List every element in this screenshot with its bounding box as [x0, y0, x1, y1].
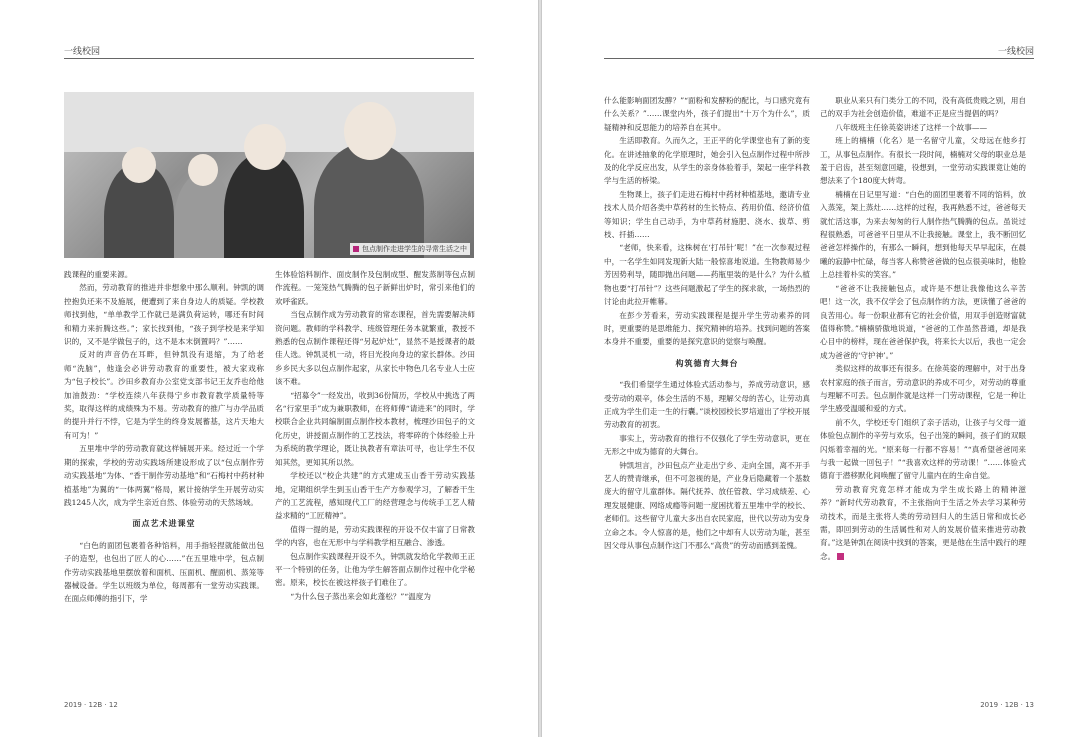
paragraph: “白色的面团包裹着各种馅料，用手指轻捏就能做出包子的造型，也包出了匠人的心……”在五里堆中学，包点制作劳动实践基地里摆放着和面机、压面机、醒面机、蒸笼等器械设备。学生以班级为单位，每周都有一堂劳动实践课。在面点师傅的指引下，学 [64, 540, 264, 604]
paragraph: 前不久，学校还专门组织了亲子活动，让孩子与父母一道体验包点制作的辛劳与欢乐，包子出笼的瞬间，孩子们的双眼闪烁着幸福的光。“原来每一行都不容易！”“真希望爸爸同来与我一起做一回包子！”“我喜欢这样的劳动课！”……体验式德育于潜移默化间唤醒了留守儿童内在的生命自觉。 [820, 417, 1026, 481]
paragraph: “爸爸不让我接触包点，或许是不想让我像他这么辛苦吧！这一次，我不仅学会了包点制作的方法，更读懂了爸爸的良苦用心。每一份职业都有它的社会价值，用双手创造财富就值得称赞。”楠楠骄傲地说道，“爸爸的工作虽然普通，却是我心目中的榜样，现在爸爸保护我，将来长大以后，我也一定会成为爸爸的‘守护神’。” [820, 283, 1026, 360]
right-page [542, 0, 1080, 737]
header-rule [64, 58, 474, 59]
section-heading: 面点艺术进课堂 [132, 519, 196, 529]
paragraph: 践课程的重要来源。 [64, 270, 133, 279]
paragraph: “老师，快来看，这株树在‘打吊针’呢！”在一次参观过程中，一名学生如同发现新大陆一般惊喜地说道。生物教师易少芳因势利导，随即抛出问题——药瓶里装的是什么？为什么植物也要“打吊针”？这些问题激起了学生的探求欲，一场热烈的讨论由此拉开帷幕。 [604, 243, 810, 307]
paragraph: 类似这样的故事还有很多。在徐英姿的理解中，对于出身农村家庭的孩子而言，劳动意识的养成不可少，对劳动的尊重与理解不可丢。包点制作就是这样一门劳动课程，它是一种让学生感受温暖和爱的方式。 [820, 364, 1026, 414]
paragraph: 什么能影响面团发酵？”“面粉和发酵粉的配比，与口感究竟有什么关系？”……课堂内外，孩子们提出“十万个为什么”，质疑精神和反思能力的培养自在其中。 [604, 96, 810, 132]
left-column-1 [64, 268, 264, 693]
header-rule [604, 58, 1034, 59]
paragraph: 值得一提的是，劳动实践课程的开设不仅丰富了日常教学的内容，也在无形中与学科教学相互融合、渗透。 [275, 524, 475, 548]
paragraph: 然而，劳动教育的推进并非想象中那么顺利。钟凯的调控抱负还来不及施展，便遭到了来自身边人的质疑。学校教师找到他，“单单教学工作就已是满负荷运转，哪还有时间和精力来折腾这些。”；家长找到他，“孩子到学校是来学知识的，又不是学做包子的，这不是本末倒置吗？”…… [64, 283, 264, 347]
paragraph: 包点制作实践课程开设不久，钟凯就发给化学教师王正平一个特别的任务，让他为学生解答面点制作过程中化学秘密。原来，校长在被这样孩子们难住了。 [275, 551, 475, 588]
paragraph: 五里堆中学的劳动教育就这样铺展开来。经过近一个学期的探索，学校的劳动实践场所建设形成了以“包点制作劳动实践基地”为体、“香干制作劳动基地”和“石梅村中药材种植基地”为翼的“一体两翼”格局，累计接纳学生开展劳动实践1245人次，成为学生亲近自然、体验劳动的天然场域。 [64, 444, 264, 507]
article-photo [64, 92, 474, 258]
running-head: 一线校园 [997, 47, 1034, 57]
paragraph: 当包点制作成为劳动教育的常态课程，首先需要解决师资问题。教师的学科教学、班级管理任务本就繁重，教授不熟悉的包点制作课程还得“另起炉灶”，显然不是授课者的最佳人选。钟凯灵机一动，将目光投向身边的家长群体。沙田乡乡民大多以包点制作起家，从家长中物色几名专业人士应该不难。 [275, 310, 475, 387]
paragraph: 在彭少芳看来，劳动实践课程是提升学生劳动素养的同时，更重要的是思维能力、探究精神的培养。找到问题的答案本身并不重要，重要的是探究意识的觉察与唤醒。 [604, 310, 810, 347]
paragraph: 劳动教育究竟怎样才能成为学生成长路上的精神滋养？“新时代劳动教育，不主张指向于生活之外去学习某种劳动技术，而是主张将人类的劳动回归人的生活日常和成长必需，即回到劳动的生活属性和对人的发展价值来推进劳动教育。”这是钟凯在阅读中找到的答案，更是他在生活中践行的理念。 [820, 484, 1026, 561]
paragraph: 事实上，劳动教育的推行不仅强化了学生劳动意识，更在无形之中成为德育的大舞台。 [604, 433, 810, 457]
paragraph: “为什么包子蒸出来会如此蓬松？”“温度为 [290, 591, 431, 601]
running-head: 一线校园 [64, 47, 101, 57]
paragraph: 生体验馅料制作、面皮制作及包制成型、醒发蒸制等包点制作流程。一笼笼热气腾腾的包子新鲜出炉时，常引来他们的欢呼雀跃。 [275, 270, 475, 306]
photo-caption: 包点制作走进学生的寻常生活之中 [350, 243, 470, 255]
page-folio: 2019 · 12B · 12 [64, 701, 118, 709]
right-column-2 [820, 94, 1026, 694]
left-column-2 [275, 268, 475, 693]
paragraph: 学校还以“校企共建”的方式建成玉山香干劳动实践基地，定期组织学生到玉山香干生产方参观学习，了解香干生产的工艺流程，感知现代工厂的经营理念与传统手工艺人精益求精的“工匠精神”。 [275, 471, 475, 521]
paragraph: 生活即教育。久而久之，王正平的化学课堂也有了新的变化。在讲述抽象的化学原理时，她会引入包点制作过程中所涉及的化学反应出发，从学生的亲身体验着手，架起一座学科教学与生活的桥梁。 [604, 136, 810, 186]
paragraph: 生物课上，孩子们走进石梅村中药材种植基地，邀请专业技术人员介绍各类中草药材的生长特点、药用价值、经济价值等知识；学生自己动手，为中草药材施肥、浇水、拔草、剪枝、扦插…… [604, 189, 810, 240]
section-heading: 构筑德育大舞台 [675, 358, 739, 368]
paragraph: 楠楠在日记里写道：“白色的面团里裹着不同的馅料，放入蒸笼，架上蒸灶……这样的过程，我再熟悉不过，爸爸每天就忙活这事，为来去匆匆的行人制作热气腾腾的包点。虽说过程很熟悉，可爸爸平日里从不让我接触。课堂上，我不断回忆爸爸怎样操作的，有那么一瞬间，想到他每天早早起床，在晨曦的寂静中忙碌，每当客人称赞爸爸做的包点很美味时，他脸上总挂着朴实的笑容。” [820, 189, 1026, 280]
paragraph: “我们希望学生通过体验式活动参与，养成劳动意识，感受劳动的艰辛，体会生活的不易，理解父母的苦心，让劳动真正成为学生们走一生的行囊。”谈校园校长罗培道出了学校开展劳动教育的初衷。 [604, 380, 810, 430]
paragraph: “招募令”一经发出，收到36份简历，学校从中挑选了两名“行家里手”成为兼职教师，在将师傅“请进来”的同时，学校联合企业共同编制面点制作校本教材，梳理沙田包子的文化历史，讲授面点制作的工艺技法，将零碎的个体经验上升为系统的教学理论，既让执教者有章法可寻，也让学生不仅知其然，更知其所以然。 [275, 390, 475, 467]
paragraph: 反对的声音仍在耳畔，但钟凯没有退缩，为了给老师“洗脑”，他逢会必讲劳动教育的重要性，被大家戏称为“包子校长”。沙田乡教育办公室党支部书记王友乔也给他加油鼓劲：“学校连续八年获得宁乡市教育教学质量特等奖，取得这样的成绩殊为不易。劳动教育的推广与办学品质的提升并行不悖，它是为学生的终身发展蓄基，这片天地大有可为！” [64, 350, 264, 440]
paragraph: 钟凯坦言，沙田包点产业走出宁乡、走向全国，离不开手艺人的赞青继承，但不可忽视的是，产业身后隐藏着一个基数庞大的留守儿童群体。隔代抚养、放任管教、学习成绩差、心理发展健康、网络成瘾等问题一度困扰着五里堆中学的校长、老师们。这些留守儿童大多出自农民家庭，世代以劳动为安身立命之本。令人惊喜的是，他们之中却有人以劳动为耻，甚至因父母从事包点制作这门不那么“高贵”的劳动而感到羞愧。 [604, 460, 810, 550]
paragraph: 班上的楠楠（化名）是一名留守儿童，父母远在他乡打工，从事包点制作。有很长一段时间，楠楠对父母的职业总是羞于启齿，甚至刻意回避，役想到，一堂劳动实践课竟让她的想法来了个180度大转弯。 [820, 136, 1026, 186]
left-page [0, 0, 538, 737]
paragraph: 职业从来只有门类分工的不同，没有高低贵贱之别，用自己的双手为社会创造价值，难道不正是应当提倡的吗？ [820, 96, 1026, 119]
end-mark-icon [837, 553, 844, 560]
page-folio: 2019 · 12B · 13 [980, 701, 1034, 709]
paragraph: 八年级班主任徐英姿讲述了这样一个故事—— [835, 122, 988, 132]
right-column-1 [604, 94, 810, 694]
